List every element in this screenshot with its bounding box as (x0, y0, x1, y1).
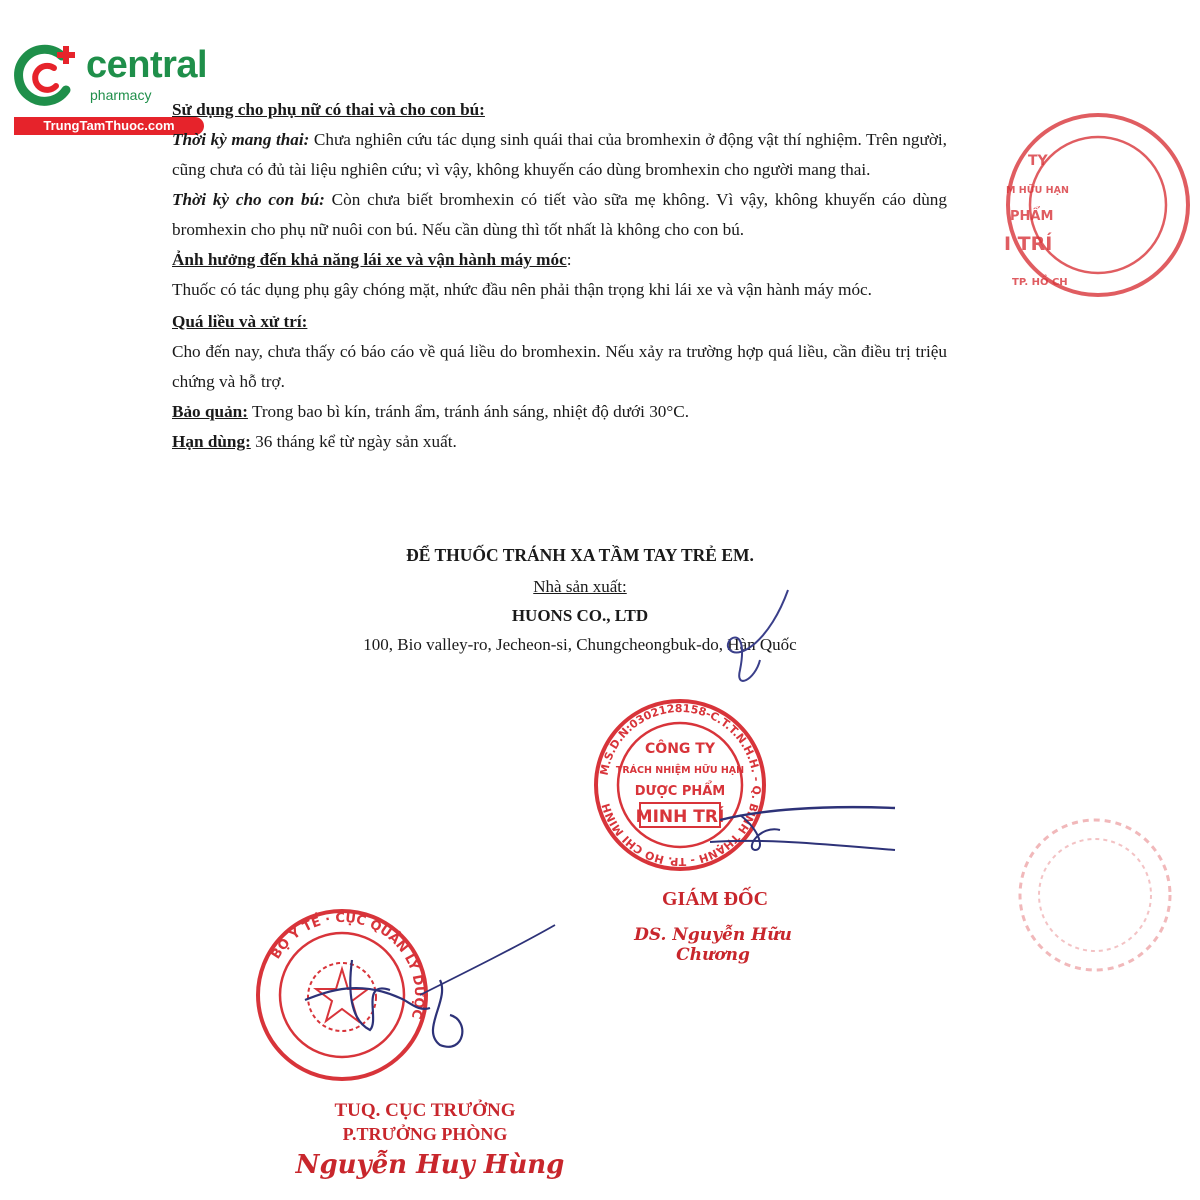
pregnancy-heading: Sử dụng cho phụ nữ có thai và cho con bú: (172, 100, 485, 119)
manufacturer-address: 100, Bio valley-ro, Jecheon-si, Chungcheongbuk-do, Hàn Quốc (363, 635, 797, 654)
breastfeeding-text: Còn chưa biết bromhexin có tiết vào sữa mẹ không. Vì vậy, không khuyến cáo dùng bromhexin cho phụ nữ nuôi con bú. Nếu cần dùng thì tốt nhất là không cho con bú. (172, 190, 947, 239)
side-stamp-line4: I TRÍ (1004, 233, 1053, 255)
overdose-text: Cho đến nay, chưa thấy có báo cáo về quá liều do bromhexin. Nếu xảy ra trường hợp quá liều, cần điều trị triệu chứng và hỗ trợ. (172, 342, 947, 391)
breastfeeding-paragraph (172, 185, 947, 245)
storage-line (172, 397, 947, 427)
stamp-line2: TRÁCH NHIỆM HỮU HẠN (615, 765, 745, 776)
overdose-heading: Quá liều và xử trí: (172, 312, 308, 331)
company-stamp-ring: M.S.D.N:0302128158-C.T.T.N.H.H. - Q. BÌNH THẠNH - TP. HỒ CHÍ MINH (597, 701, 764, 869)
side-stamp-line3: PHẨM (1010, 209, 1054, 224)
official-line1: TUQ. CỤC TRƯỞNG (334, 1100, 516, 1121)
side-stamp-top (998, 105, 1200, 305)
manufacturer-label: Nhà sản xuất: (533, 577, 627, 596)
side-stamp-line5: TP. HỒ CH (1012, 277, 1068, 288)
driving-text: Thuốc có tác dụng phụ gây chóng mặt, nhức đầu nên phải thận trọng khi lái xe và vận hành máy móc. (172, 280, 872, 299)
breastfeeding-label: Thời kỳ cho con bú: (172, 190, 325, 209)
director-signature (700, 580, 910, 880)
stamp-line1: CÔNG TY (645, 741, 715, 757)
driving-heading: Ảnh hưởng đến khả năng lái xe và vận hành máy móc (172, 250, 567, 269)
director-title: GIÁM ĐỐC (661, 888, 769, 910)
official-name: Nguyễn Huy Hùng (295, 1150, 565, 1180)
document-body: Sử dụng cho phụ nữ có thai và cho con bú: Thời kỳ mang thai: Chưa nghiên cứu tác dụng sinh quái thai của bromhexin ở động vật thí nghiệm. Trên người, cũng chưa có đủ tài liệu nghiên cứu; vì vậy, không khuyến cáo dùng bromhexin cho người mang thai. Thời kỳ cho con bú: Còn chưa biết bromhexin có tiết vào sữa mẹ không. Vì vậy, không khuyến cáo dùng bromhexin cho phụ nữ nuôi con bú. Nếu cần dùng thì tốt nhất là không cho con bú. Ảnh hưởng đến khả năng lái xe và vận hành máy móc: Thuốc có tác dụng phụ gây chóng mặt, nhức đầu nên phải thận trọng khi lái xe và vận hành máy móc. Quá liều và xử trí: Cho đến nay, chưa thấy có báo cáo về quá liều do bromhexin. Nếu xảy ra trường hợp quá liều, cần điều trị triệu chứng và hỗ trợ. Bảo quản: Trong bao bì kín, tránh ẩm, tránh ánh sáng, nhiệt độ dưới 30°C. Hạn dùng: 36 tháng kể từ ngày sản xuất. (172, 95, 947, 457)
stamp-line4: MINH TRÍ (635, 807, 725, 827)
pharmacy-logo-icon (10, 38, 90, 118)
expiry-line (172, 427, 947, 457)
storage-label: Bảo quản: (172, 402, 248, 421)
expiry-text: 36 tháng kể từ ngày sản xuất. (250, 432, 457, 451)
storage-text: Trong bao bì kín, tránh ẩm, tránh ánh sáng, nhiệt độ dưới 30°C. (247, 402, 690, 421)
manufacturer-company: HUONS CO., LTD (511, 606, 649, 625)
side-stamp-line1: TY (1028, 153, 1048, 169)
logo-brand: central (86, 44, 208, 86)
logo-subtitle: pharmacy (90, 87, 152, 103)
pregnancy-paragraph (172, 125, 947, 185)
official-signature (300, 920, 570, 1060)
logo-banner: TrungTamThuoc.com (14, 117, 204, 135)
pregnancy-label: Thời kỳ mang thai: (172, 130, 310, 149)
expiry-label: Hạn dùng: (172, 432, 251, 451)
official-line2: P.TRƯỞNG PHÒNG (342, 1124, 508, 1144)
side-stamp-line2: M HỮU HẠN (1006, 185, 1069, 196)
ministry-stamp-ring: BỘ Y TẾ · CỤC QUẢN LÝ DƯỢC (268, 910, 427, 1021)
stamp-line3: DƯỢC PHẨM (634, 784, 726, 799)
child-warning: ĐỂ THUỐC TRÁNH XA TẦM TAY TRẺ EM. (406, 545, 754, 565)
director-name: DS. Nguyễn Hữu Chương (634, 925, 792, 965)
side-stamp-bottom (985, 815, 1200, 975)
pregnancy-text: Chưa nghiên cứu tác dụng sinh quái thai của bromhexin ở động vật thí nghiệm. Trên người, cũng chưa có đủ tài liệu nghiên cứu; vì vậy, không khuyến cáo dùng bromhexin cho người mang thai. (172, 130, 947, 179)
